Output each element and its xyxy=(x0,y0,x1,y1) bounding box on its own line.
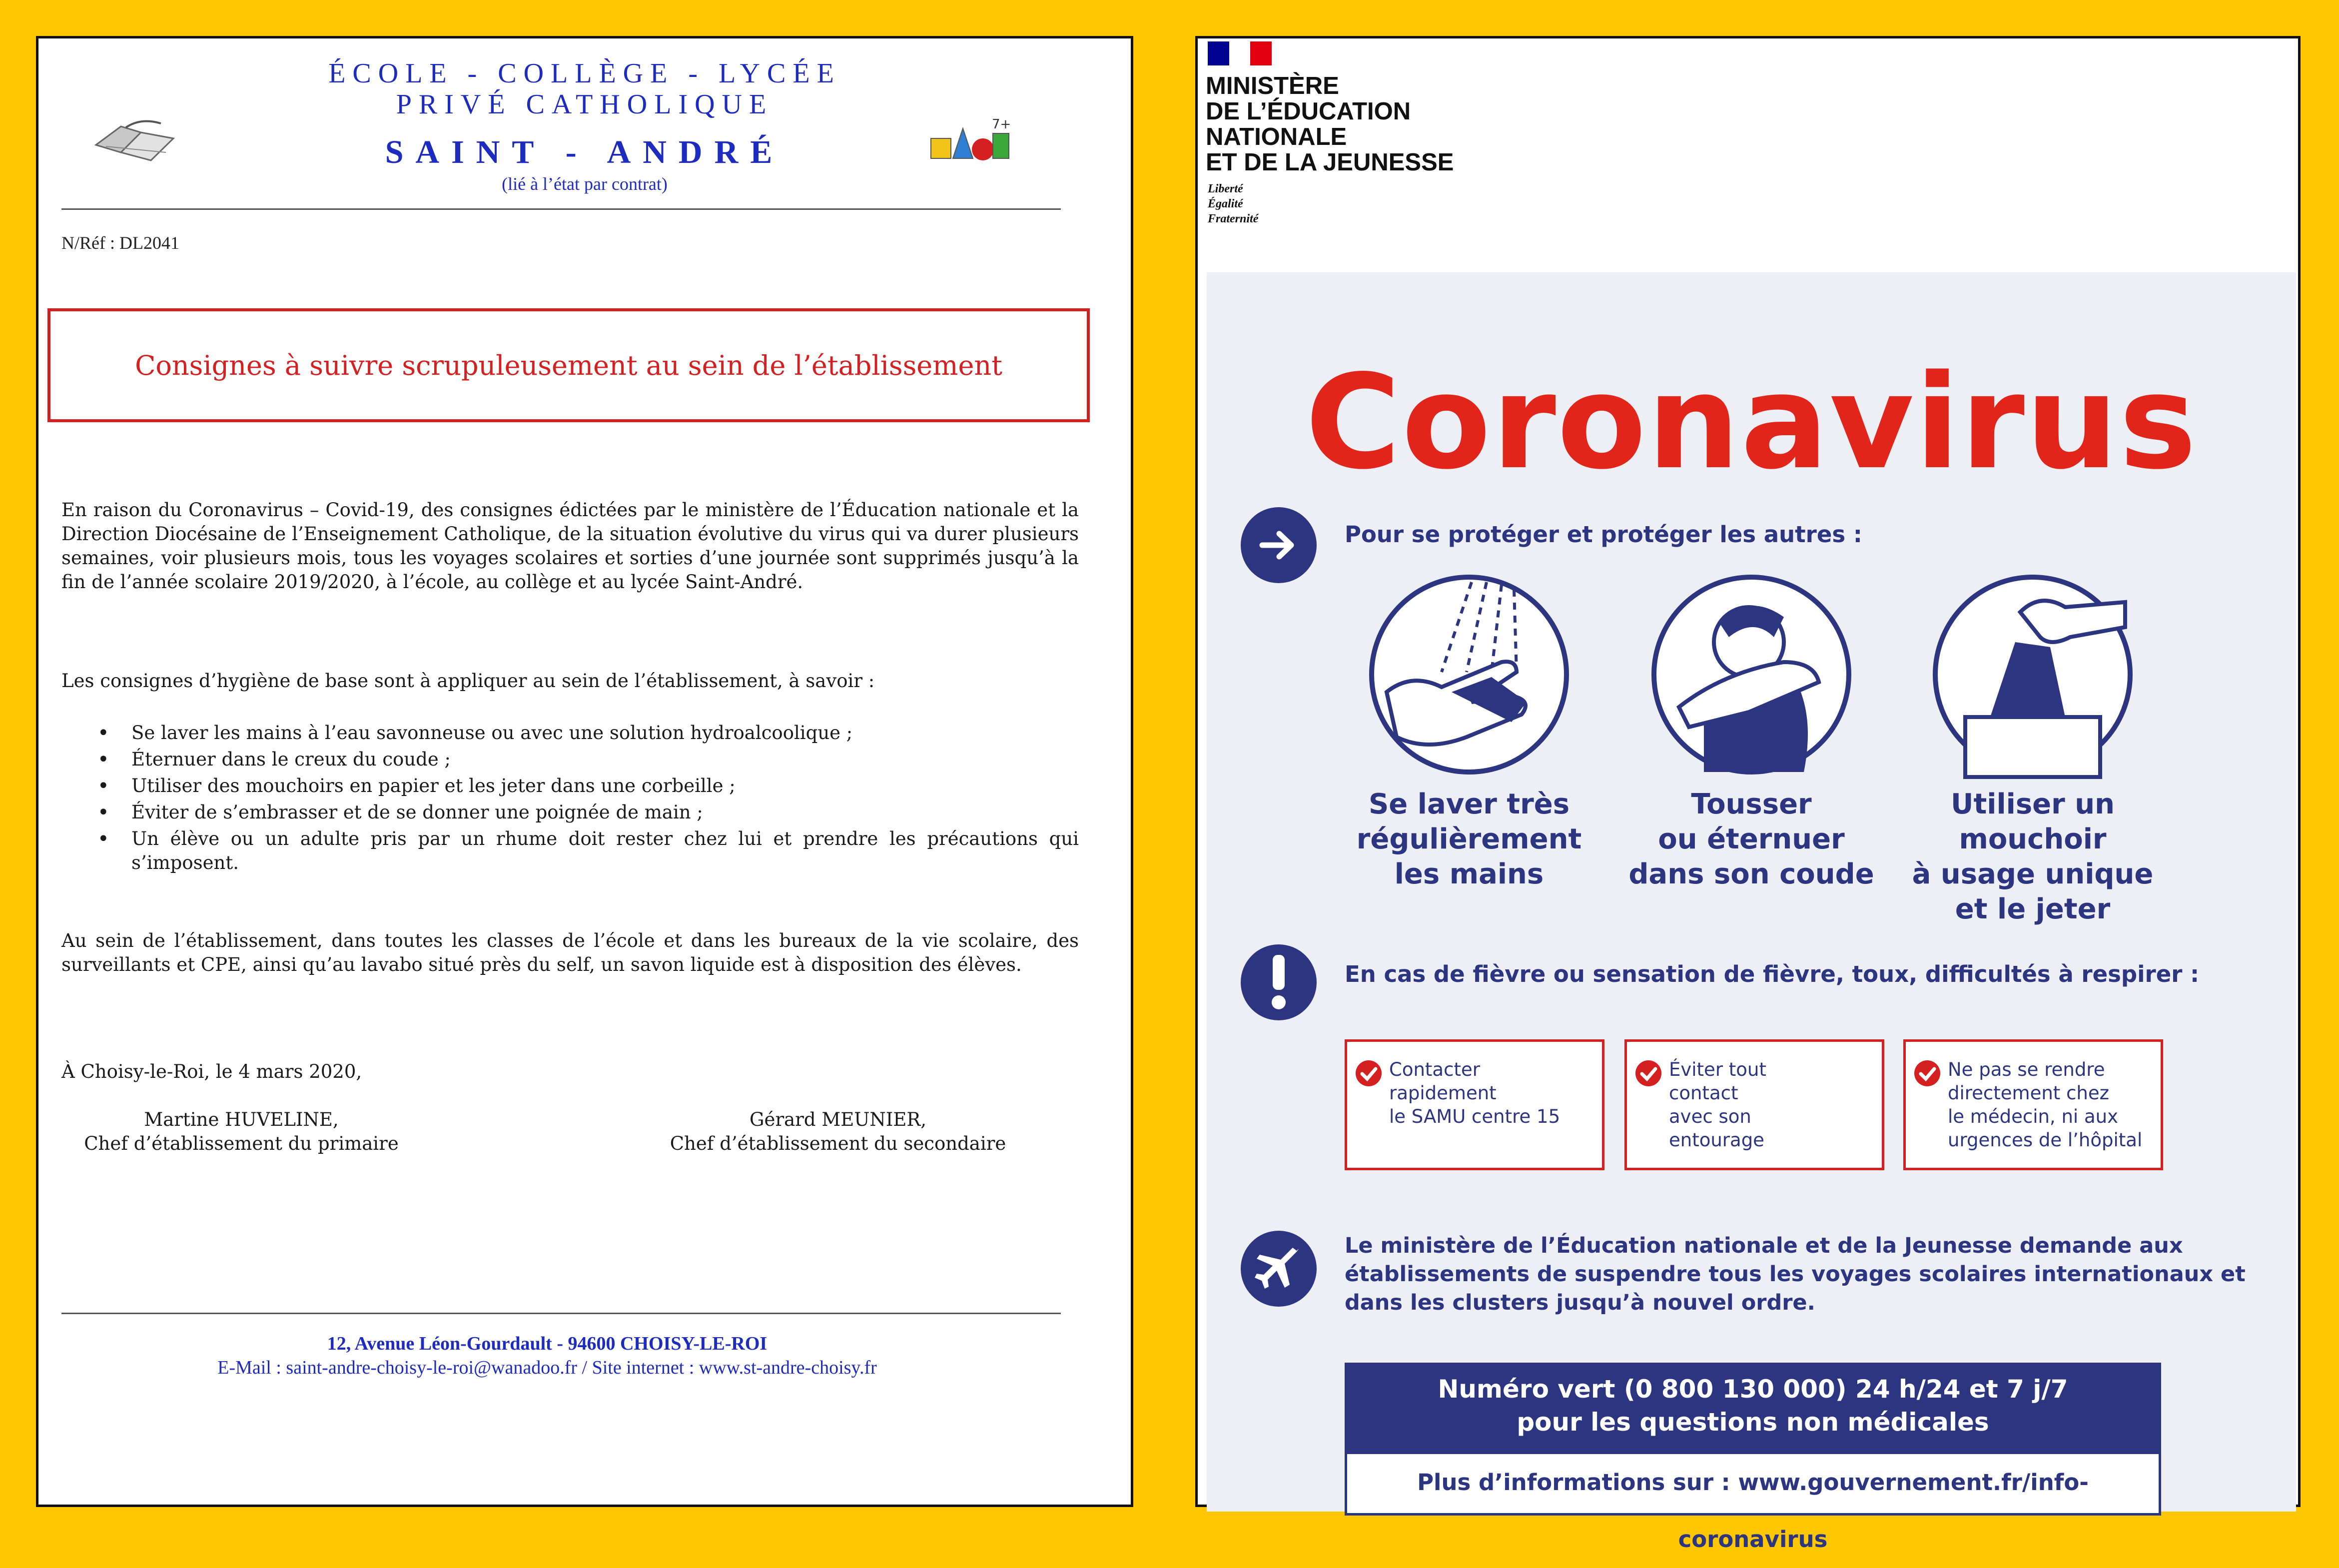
action-no-hospital xyxy=(1903,1039,2163,1170)
poster-panel xyxy=(1207,272,2296,1553)
info-link: Plus d’informations sur : www.gouvernement.fr/info-coronavirus xyxy=(1345,1452,2161,1516)
republic-motto: Liberté Égalité Fraternité xyxy=(1208,182,1259,225)
signatory-name: Martine HUVELINE, xyxy=(144,1109,339,1130)
check-icon xyxy=(1914,1060,1941,1087)
signatory-role: Chef d’établissement du primaire xyxy=(84,1133,399,1154)
geometry-blocks-logo-icon xyxy=(928,113,1018,168)
list-item: • Se laver les mains à l’eau savonneuse ou avec une solution hydroalcoolique ; xyxy=(61,721,1079,745)
school-name: SAINT - ANDRÉ xyxy=(385,134,784,170)
action-text: Éviter tout contact avec son entourage xyxy=(1669,1059,1766,1151)
pictogram-label: Utiliser un mouchoir à usage unique et le jeter xyxy=(1912,788,2154,925)
reference-number: N/Réf : DL2041 xyxy=(61,233,179,253)
airplane-icon xyxy=(1241,1231,1317,1307)
book-logo-icon xyxy=(91,117,178,167)
action-call-samu xyxy=(1345,1039,1604,1170)
pictogram-label: Se laver très régulièrement les mains xyxy=(1356,788,1582,890)
check-icon xyxy=(1635,1060,1662,1087)
ministry-poster xyxy=(1195,36,2301,1553)
list-item: • Éviter de s’embrasser et de se donner une poignée de main ; xyxy=(61,800,1079,824)
tissue-bin-icon xyxy=(1930,572,2135,777)
header-divider xyxy=(61,208,1061,210)
footer-contact: E-Mail : saint-andre-choisy-le-roi@wanadoo.fr / Site internet : www.st-andre-choisy.fr xyxy=(217,1357,877,1378)
french-flag-logo xyxy=(1208,41,1272,65)
letter-title: Consignes à suivre scrupuleusement au sein de l’établissement xyxy=(135,349,1002,381)
intro-paragraph: En raison du Coronavirus – Covid-19, des consignes édictées par le ministère de l’Éducation nationale et la Direction Diocésaine de l’Enseignement Catholique, de la situation évolutive du virus qui va durer plusieurs semaines, voir plusieurs mois, tous les voyages scolaires et sorties d’une journée sont supprimés jusqu’à la fin de l’année scolaire 2019/2020, à l’école, au collège et au lycée Saint-André. xyxy=(61,499,1079,593)
arrow-right-icon xyxy=(1241,507,1317,583)
hygiene-intro: Les consignes d’hygiène de base sont à appliquer au sein de l’établissement, à savoir : xyxy=(61,670,875,692)
signatory-role: Chef d’établissement du secondaire xyxy=(670,1133,1006,1154)
hotline-banner xyxy=(1345,1363,2161,1452)
school-letter xyxy=(36,36,1133,1507)
hygiene-rules-list xyxy=(61,721,1079,877)
hand-washing-icon xyxy=(1367,572,1571,777)
cough-elbow-icon xyxy=(1649,572,1854,777)
exclamation-icon xyxy=(1241,944,1317,1020)
poster-headline: Coronavirus xyxy=(1305,347,2198,498)
ministry-name: MINISTÈRE DE L’ÉDUCATION NATIONALE ET DE LA JEUNESSE xyxy=(1206,72,1454,176)
list-item: • Utiliser des mouchoirs en papier et les jeter dans une corbeille ; xyxy=(61,774,1079,798)
soap-paragraph: Au sein de l’établissement, dans toutes les classes de l’école et dans les bureaux de la vie scolaire, des surveillants et CPE, ainsi qu’au lavabo situé près du self, un savon liquide est à disposition des élèves. xyxy=(61,930,1079,975)
school-type: ÉCOLE - COLLÈGE - LYCÉE xyxy=(328,58,841,89)
action-text: Contacter rapidement le SAMU centre 15 xyxy=(1389,1059,1560,1127)
signatory-secondary xyxy=(633,1108,1043,1156)
trip-notice: Le ministère de l’Éducation nationale et de la Jeunesse demande aux établissements de suspendre tous les voyages scolaires internationaux et dans les clusters jusqu’à nouvel ordre. xyxy=(1345,1233,2246,1315)
signatory-primary xyxy=(61,1108,421,1156)
school-status: (lié à l’état par contrat) xyxy=(502,174,668,194)
list-item: • Un élève ou un adulte pris par un rhume doit rester chez lui et prendre les précautions qui s’imposent. xyxy=(61,827,1079,875)
action-text: Ne pas se rendre directement chez le médecin, ni aux urgences de l’hôpital xyxy=(1948,1059,2143,1151)
action-avoid-contact xyxy=(1624,1039,1884,1170)
list-item: • Éternuer dans le creux du coude ; xyxy=(61,748,1079,772)
protect-title: Pour se protéger et protéger les autres : xyxy=(1345,521,1862,548)
title-box xyxy=(47,308,1090,422)
check-icon xyxy=(1355,1060,1382,1087)
footer-address: 12, Avenue Léon-Gourdault - 94600 CHOISY-LE-ROI xyxy=(327,1333,768,1354)
svg-text:7+: 7+ xyxy=(992,117,1011,132)
hotline-number: Numéro vert (0 800 130 000) 24 h/24 et 7 j/7 xyxy=(1438,1375,2068,1404)
signatory-name: Gérard MEUNIER, xyxy=(749,1109,927,1130)
pictogram-label: Tousser ou éternuer dans son coude xyxy=(1628,788,1874,890)
school-denomination: PRIVÉ CATHOLIQUE xyxy=(396,89,774,120)
hotline-scope: pour les questions non médicales xyxy=(1517,1408,1989,1437)
fever-title: En cas de fièvre ou sensation de fièvre, toux, difficultés à respirer : xyxy=(1345,961,2200,987)
date-line: À Choisy-le-Roi, le 4 mars 2020, xyxy=(61,1061,362,1082)
footer-divider xyxy=(61,1313,1061,1314)
